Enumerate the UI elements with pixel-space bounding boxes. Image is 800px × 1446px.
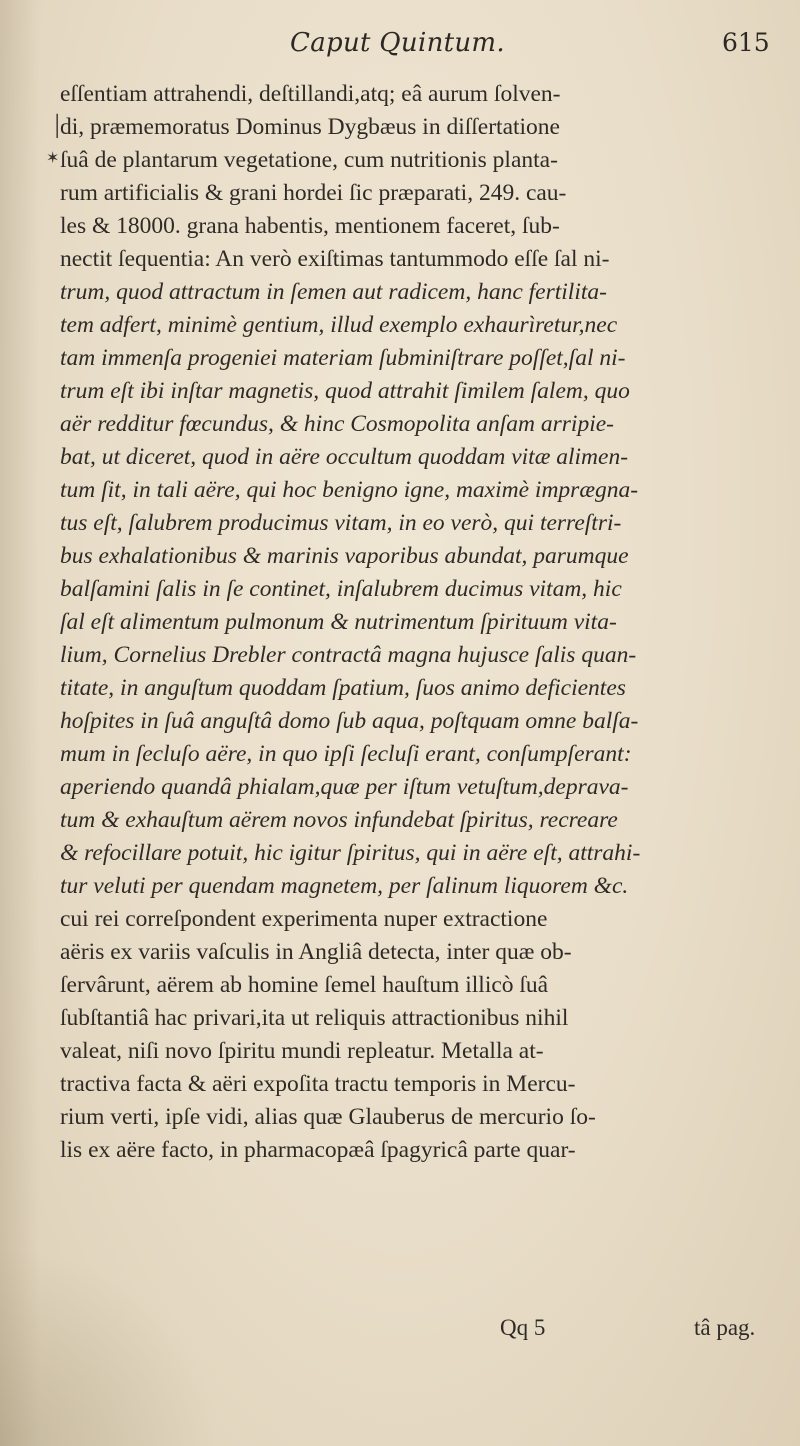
text-line: valeat, niſi novo ſpiritu mundi repleatur. Metalla at- bbox=[60, 1038, 544, 1064]
text-line: ſubſtantiâ hac privari,ita ut reliquis attractionibus nihil bbox=[60, 1005, 569, 1031]
text-line: lium, Cornelius Drebler contractâ magna hujusce ſalis quan- bbox=[60, 642, 637, 668]
page-number: 615 bbox=[722, 28, 770, 57]
text-line: eſſentiam attrahendi, deſtillandi,atq; eâ aurum ſolven- bbox=[60, 81, 561, 107]
text-line: tem adfert, minimè gentium, illud exemplo exhaurìretur,nec bbox=[60, 312, 618, 338]
margin-mark: ✶ bbox=[46, 150, 60, 167]
page-header bbox=[0, 22, 800, 62]
text-line: mum in ſecluſo aëre, in quo ipſi ſecluſi erant, conſumpſerant: bbox=[60, 741, 632, 767]
paper-stain bbox=[0, 1246, 220, 1446]
page-edge-shadow bbox=[0, 0, 40, 1446]
text-line: bus exhalationibus & marinis vaporibus abundat, parumque bbox=[60, 543, 629, 569]
text-line: & refocillare potuit, hic igitur ſpiritus, qui in aëre eſt, attrahi- bbox=[60, 840, 641, 866]
text-line: lis ex aëre facto, in pharmacopæâ ſpagyricâ parte quar- bbox=[60, 1137, 576, 1163]
text-line: aër redditur fœcundus, & hinc Cosmopolita anſam arripie- bbox=[60, 411, 614, 437]
text-line: rium verti, ipſe vidi, alias quæ Glauberus de mercurio ſo- bbox=[60, 1104, 596, 1130]
text-line: ſervârunt, aërem ab homine ſemel hauſtum illicò ſuâ bbox=[60, 972, 549, 998]
text-line: les & 18000. grana habentis, mentionem faceret, ſub- bbox=[60, 213, 560, 239]
signature-mark: Qq 5 bbox=[500, 1315, 546, 1340]
catchword: tâ pag. bbox=[694, 1315, 756, 1340]
text-line: bat, ut diceret, quod in aëre occultum quoddam vitæ alimen- bbox=[60, 444, 629, 470]
text-line: aëris ex variis vaſculis in Angliâ detecta, inter quæ ob- bbox=[60, 939, 572, 965]
text-line: tus eſt, ſalubrem producimus vitam, in eo verò, qui terreſtri- bbox=[60, 510, 622, 536]
text-line: tur veluti per quendam magnetem, per ſalinum liquorem &c. bbox=[60, 873, 629, 899]
text-line: cui rei correſpondent experimenta nuper extractione bbox=[60, 906, 548, 932]
text-line: balſamini ſalis in ſe continet, inſalubrem ducimus vitam, hic bbox=[60, 576, 622, 602]
text-line: ſal eſt alimentum pulmonum & nutrimentum ſpirituum vita- bbox=[60, 609, 617, 635]
text-line: aperiendo quandâ phialam,quæ per iſtum vetuſtum,deprava- bbox=[60, 774, 629, 800]
text-line: hoſpites in ſuâ anguſtâ domo ſub aqua, poſtquam omne balſa- bbox=[60, 708, 639, 734]
text-line: trum, quod attractum in ſemen aut radicem, hanc fertilita- bbox=[60, 279, 607, 305]
text-line: ſuâ de plantarum vegetatione, cum nutritionis planta- bbox=[60, 147, 558, 173]
margin-mark: │ bbox=[50, 115, 65, 137]
text-line: nectit ſequentia: An verò exiſtimas tantummodo eſſe ſal ni- bbox=[60, 246, 610, 272]
running-title: Caput Quintum. bbox=[290, 28, 505, 58]
text-line: di, præmemoratus Dominus Dygbæus in diſſertatione bbox=[60, 114, 560, 140]
text-line: titate, in anguſtum quoddam ſpatium, ſuos animo deficientes bbox=[60, 675, 626, 701]
text-line: tractiva facta & aëri expoſita tractu temporis in Mercu- bbox=[60, 1071, 576, 1097]
text-line: rum artificialis & grani hordei ſic præparati, 249. cau- bbox=[60, 180, 567, 206]
text-line: tam immenſa progeniei materiam ſubminiſtrare poſſet,ſal ni- bbox=[60, 345, 626, 371]
text-line: trum eſt ibi inſtar magnetis, quod attrahit ſimilem ſalem, quo bbox=[60, 378, 630, 404]
text-line: tum ſit, in tali aëre, qui hoc benigno igne, maximè imprægna- bbox=[60, 477, 639, 503]
text-line: tum & exhauſtum aërem novos infundebat ſpiritus, recreare bbox=[60, 807, 618, 833]
body-text bbox=[60, 78, 772, 1167]
